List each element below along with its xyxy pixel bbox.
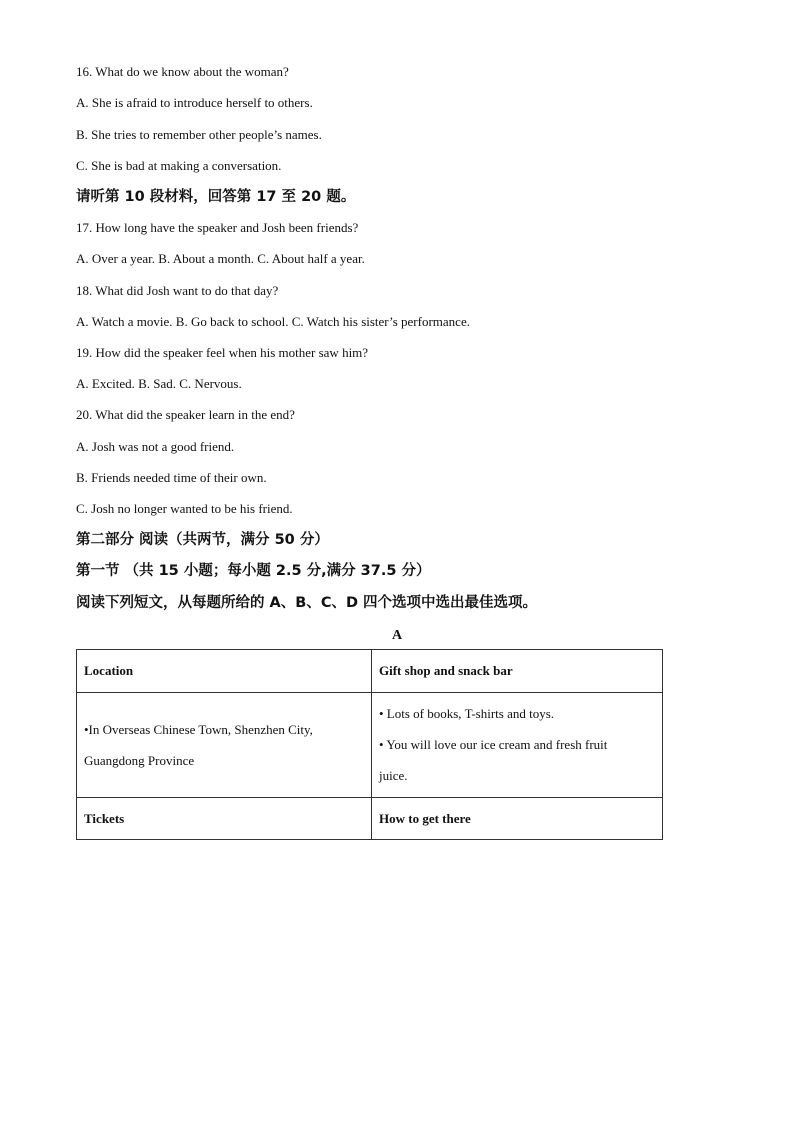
question-17-options: A. Over a year. B. About a month. C. About half a year. [76, 251, 365, 266]
question-20-stem: 20. What did the speaker learn in the end? [76, 407, 295, 422]
question-16-option-a: A. She is afraid to introduce herself to others. [76, 95, 313, 110]
question-20-option-b: B. Friends needed time of their own. [76, 470, 267, 485]
question-16-option-c: C. She is bad at making a conversation. [76, 158, 282, 173]
info-table [76, 649, 663, 840]
question-18-stem: 18. What did Josh want to do that day? [76, 283, 279, 298]
table-row [77, 798, 663, 840]
question-16-option-b: B. She tries to remember other people’s names. [76, 127, 322, 142]
question-20-option-c: C. Josh no longer wanted to be his friend. [76, 501, 293, 516]
part2-title: 第二部分 阅读（共两节，满分 50 分） [76, 532, 329, 548]
location-line-1: •In Overseas Chinese Town, Shenzhen City, [84, 721, 313, 737]
question-19-stem: 19. How did the speaker feel when his mother saw him? [76, 345, 369, 360]
table-row [77, 650, 663, 693]
location-line-2: Guangdong Province [84, 752, 195, 768]
question-19-options: A. Excited. B. Sad. C. Nervous. [76, 376, 242, 391]
tickets-header: Tickets [77, 798, 372, 840]
location-header: Location [77, 650, 372, 693]
gift-item-2-line-2: juice. [379, 768, 408, 783]
question-16-stem: 16. What do we know about the woman? [76, 64, 289, 79]
how-to-get-there-header: How to get there [372, 798, 663, 840]
gift-item-1: • Lots of books, T-shirts and toys. [379, 706, 555, 721]
section-instruction: 请听第 10 段材料，回答第 17 至 20 题。 [76, 189, 356, 205]
table-row [77, 693, 663, 798]
question-18-options: A. Watch a movie. B. Go back to school. C. Watch his sister’s performance. [76, 314, 470, 329]
gift-shop-cell [372, 693, 663, 798]
question-17-stem: 17. How long have the speaker and Josh been friends? [76, 220, 359, 235]
section1-title: 第一节 （共 15 小题；每小题 2.5 分,满分 37.5 分） [76, 563, 431, 579]
gift-item-2-line-1: • You will love our ice cream and fresh fruit [379, 737, 608, 752]
passage-label: A [391, 628, 403, 643]
gift-shop-header: Gift shop and snack bar [372, 650, 663, 693]
location-cell [77, 693, 372, 798]
reading-instruction: 阅读下列短文，从每题所给的 A、B、C、D 四个选项中选出最佳选项。 [76, 595, 538, 611]
question-20-option-a: A. Josh was not a good friend. [76, 439, 235, 454]
